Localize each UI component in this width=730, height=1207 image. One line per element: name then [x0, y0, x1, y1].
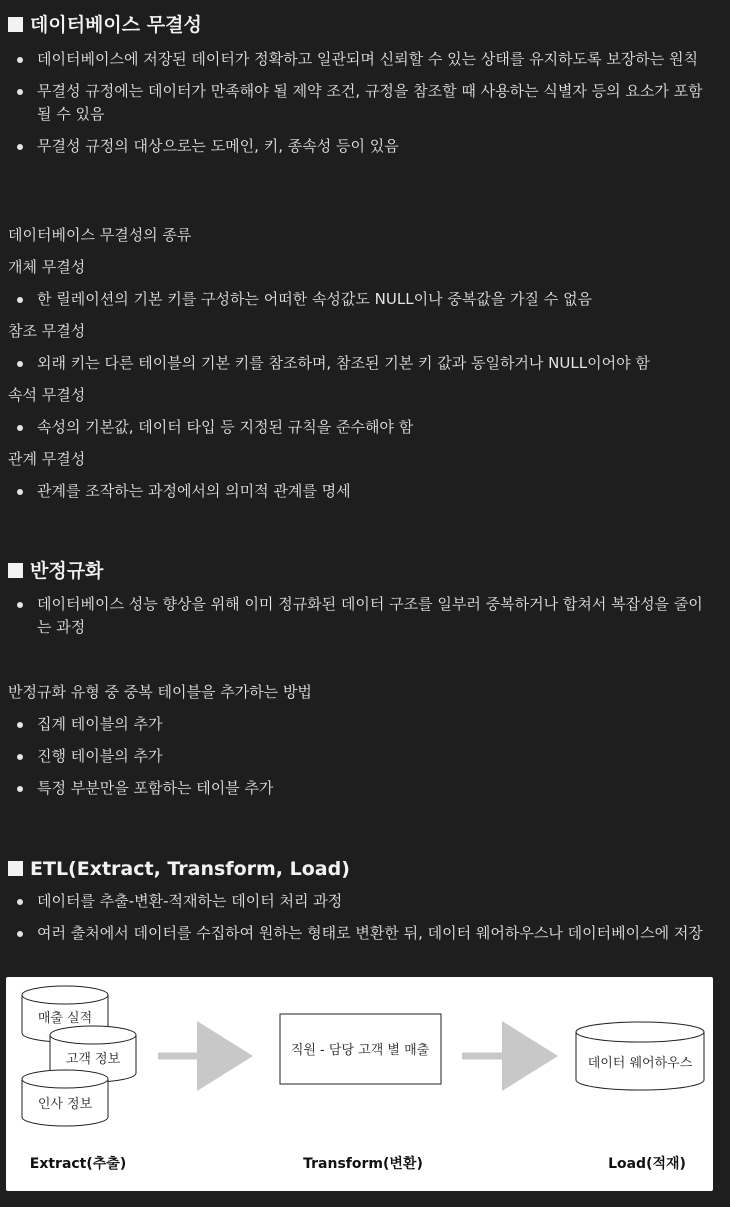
- list-item: 무결성 규정의 대상으로는 도메인, 키, 종속성 등이 있음: [0, 135, 715, 158]
- heading-denormalization: 반정규화: [8, 559, 103, 583]
- list-item: 집계 테이블의 추가: [0, 713, 715, 736]
- list-item: 여러 출처에서 데이터를 수집하여 원하는 형태로 변환한 뒤, 데이터 웨어하우스나 데이터베이스에 저장: [0, 922, 715, 945]
- denorm-bullet-list: [0, 593, 715, 648]
- warehouse-label: 데이터 웨어하우스: [587, 1056, 693, 1071]
- warehouse-cylinder: [576, 1022, 704, 1090]
- denorm-methods-list: [0, 713, 715, 809]
- denorm-methods-title: 반정규화 유형 중 중복 테이블을 추가하는 방법: [8, 683, 312, 701]
- list-item: 무결성 규정에는 데이터가 만족해야 될 제약 조건, 규정을 참조할 때 사용하는 식별자 등의 요소가 포함될 수 있음: [0, 80, 715, 126]
- referential-integrity-list: [0, 352, 715, 384]
- stage-transform-label: Transform(변환): [303, 1156, 423, 1172]
- etl-diagram: [6, 977, 713, 1191]
- hr-cylinder: [22, 1070, 108, 1126]
- list-item: 외래 키는 다른 테이블의 기본 키를 참조하며, 참조된 기본 키 값과 동일하거나 NULL이어야 함: [0, 352, 715, 375]
- heading-etl: ETL(Extract, Transform, Load): [8, 857, 350, 881]
- list-item: 속성의 기본값, 데이터 타입 등 지정된 규칙을 준수해야 함: [0, 416, 715, 439]
- integrity-bullet-list: [0, 48, 715, 167]
- heading-db-integrity: 데이터베이스 무결성: [8, 13, 202, 37]
- integrity-types-title: 데이터베이스 무결성의 종류: [8, 226, 192, 244]
- list-item: 특정 부분만을 포함하는 테이블 추가: [0, 777, 715, 800]
- square-icon: [8, 861, 23, 876]
- entity-integrity-list: [0, 288, 715, 320]
- list-item: 관계를 조작하는 과정에서의 의미적 관계를 명세: [0, 480, 715, 503]
- list-item: 한 릴레이션의 기본 키를 구성하는 어떠한 속성값도 NULL이나 중복값을 가질 수 없음: [0, 288, 715, 311]
- transform-box-label: 직원 - 담당 고객 별 매출: [290, 1043, 430, 1058]
- attribute-integrity-title: 속석 무결성: [8, 386, 86, 404]
- relation-integrity-title: 관계 무결성: [8, 450, 86, 468]
- relation-integrity-list: [0, 480, 715, 512]
- list-item: 진행 테이블의 추가: [0, 745, 715, 768]
- stage-extract-label: Extract(추출): [29, 1156, 127, 1172]
- etl-bullet-list: [0, 890, 715, 954]
- customer-label: 고객 정보: [65, 1052, 121, 1067]
- list-item: 데이터를 추출-변환-적재하는 데이터 처리 과정: [0, 890, 715, 913]
- sales-label: 매출 실적: [37, 1011, 93, 1026]
- stage-load-label: Load(적재): [608, 1156, 686, 1172]
- etl-diagram-svg: [6, 977, 713, 1191]
- referential-integrity-title: 참조 무결성: [8, 322, 86, 340]
- square-icon: [8, 17, 23, 32]
- list-item: 데이터베이스에 저장된 데이터가 정확하고 일관되며 신뢰할 수 있는 상태를 유지하도록 보장하는 원칙: [0, 48, 715, 71]
- list-item: 데이터베이스 성능 향상을 위해 이미 정규화된 데이터 구조를 일부러 중복하거나 합쳐서 복잡성을 줄이는 과정: [0, 593, 715, 639]
- entity-integrity-title: 개체 무결성: [8, 258, 86, 276]
- hr-label: 인사 정보: [37, 1097, 93, 1112]
- attribute-integrity-list: [0, 416, 715, 448]
- square-icon: [8, 563, 23, 578]
